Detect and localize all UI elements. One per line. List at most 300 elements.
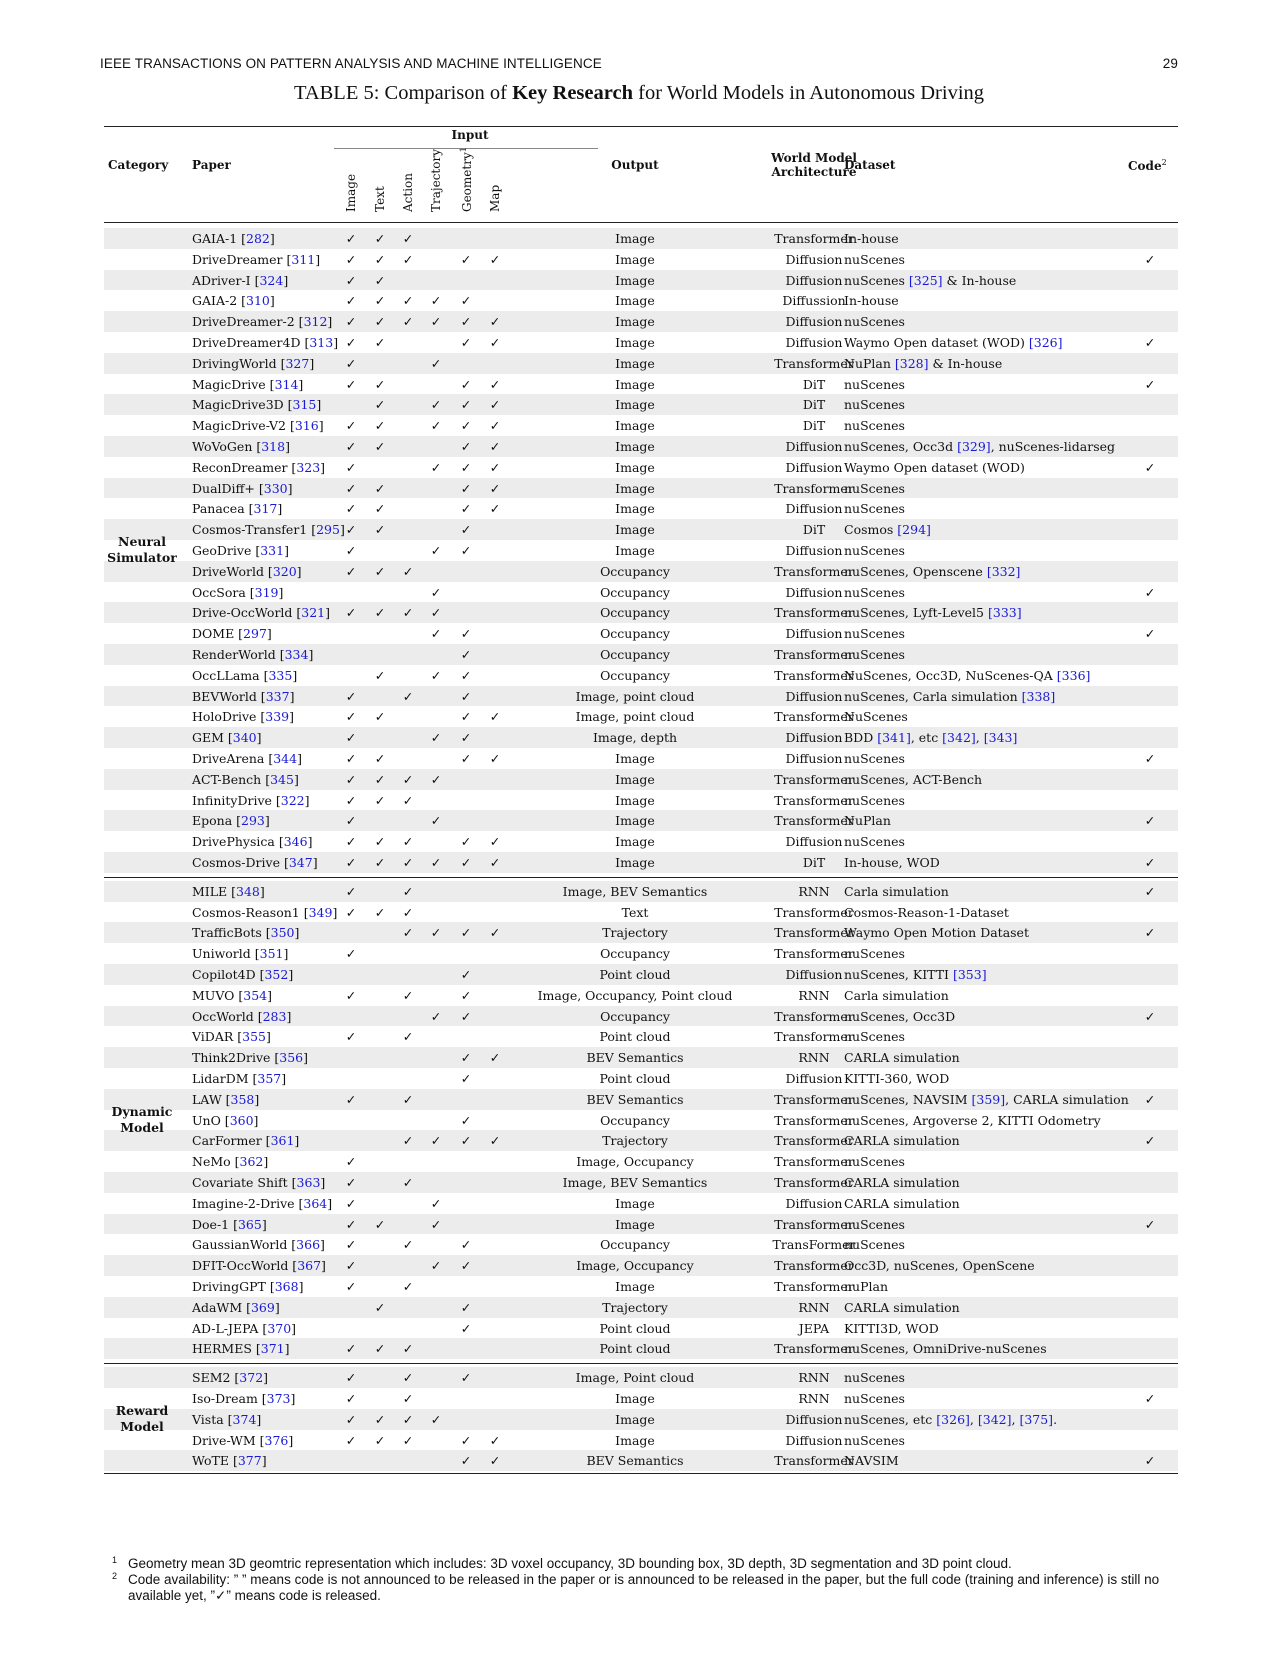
input-check-trajectory: ✓ [430,418,442,434]
input-check-image: ✓ [345,792,357,808]
input-check-geometry: ✓ [460,376,472,392]
input-check-geometry: ✓ [460,1008,472,1024]
citation-link[interactable]: 371 [260,1341,285,1357]
dataset-text: , nuScenes-lidarseg [990,439,1116,454]
input-check-image: ✓ [345,1411,357,1427]
output-cell: Image [615,355,655,371]
input-check-image: ✓ [345,730,357,746]
citation-link[interactable]: 363 [296,1175,321,1190]
category-line: Model [120,1419,164,1435]
citation-link[interactable]: 322 [280,792,305,808]
header-rule [104,222,1178,223]
dataset-cell [844,1009,955,1024]
dataset-text: nuScenes [844,480,905,496]
input-check-action: ✓ [402,771,414,787]
bracket: ] [315,251,321,267]
input-check-text: ✓ [374,1341,386,1357]
citation-link[interactable]: 316 [294,418,319,434]
table-row [104,1276,1178,1297]
citation-link[interactable]: 313 [309,335,334,350]
citation-link[interactable]: 347 [288,855,313,870]
input-check-geometry: ✓ [460,335,472,350]
citation-link[interactable]: 372 [239,1370,264,1386]
dataset-cell [844,1300,960,1315]
input-check-image: ✓ [345,771,357,787]
citation-link[interactable]: 293 [241,813,265,829]
dataset-text: nuScenes [844,1154,905,1170]
dataset-cell [844,1279,888,1294]
paper-name: MagicDrive [ [192,376,275,392]
citation-link[interactable]: 295 [316,522,340,538]
input-check-trajectory: ✓ [430,293,442,309]
bracket: ] [287,480,293,496]
input-check-geometry: ✓ [460,1299,472,1315]
architecture-cell: Diffusion [785,688,843,704]
citation-link[interactable]: 356 [279,1050,304,1066]
paper-name: Cosmos-Transfer1 [ [192,522,317,538]
citation-link[interactable]: [338] [1021,688,1056,704]
table-row [104,1450,1178,1471]
dataset-text: nuScenes [844,314,905,330]
dataset-cell [844,1433,905,1448]
dataset-cell [844,1453,899,1468]
citation-link[interactable]: 360 [229,1112,254,1128]
architecture-cell: Diffusion [785,1411,843,1427]
input-check-action: ✓ [402,688,414,704]
code-check: ✓ [1144,251,1156,267]
bracket: ] [261,1453,267,1469]
citation-link[interactable]: 314 [274,376,299,392]
table-row [104,727,1178,748]
output-header: Output [611,158,659,172]
citation-link[interactable]: 376 [264,1432,289,1448]
output-cell: Image [615,1279,655,1294]
code-check: ✓ [1144,751,1156,766]
paper-name: MILE [ [192,883,237,899]
input-check-image: ✓ [345,709,357,725]
architecture-cell: DiT [802,855,826,870]
dataset-cell [844,1071,949,1086]
citation-link[interactable]: 282 [246,231,270,246]
bracket: ] [269,231,275,246]
bracket: ] [256,730,262,746]
input-check-map: ✓ [489,480,501,496]
citation-link[interactable]: 320 [272,563,297,579]
input-check-image: ✓ [345,314,357,330]
code-check: ✓ [1144,376,1156,392]
bracket: ] [294,925,300,941]
input-check-image: ✓ [345,418,357,434]
paper-cell [192,1050,308,1065]
dataset-text: CARLA simulation [844,1195,960,1211]
citation-link[interactable]: 377 [237,1453,262,1469]
bracket: ] [256,1411,262,1427]
input-check-action: ✓ [402,1391,414,1406]
citation-link[interactable]: 323 [296,459,321,475]
table-row [104,1068,1178,1089]
output-cell: Point cloud [599,967,671,982]
input-check-geometry: ✓ [460,967,472,982]
architecture-cell: Transformer [774,1216,854,1232]
architecture-cell: Diffusion [785,626,843,642]
dataset-cell [844,377,905,392]
citation-link[interactable]: 310 [246,293,270,309]
paper-name: OccSora [ [192,584,255,600]
bracket: ] [286,1008,292,1024]
input-check-image: ✓ [345,543,357,558]
citation-link[interactable]: 373 [266,1391,291,1406]
input-check-geometry: ✓ [460,501,472,517]
paper-name: WoTE [ [192,1453,238,1469]
paper-cell [192,1154,268,1169]
citation-link[interactable]: [332] [986,563,1021,579]
table-row [104,561,1178,582]
citation-link[interactable]: 365 [237,1216,262,1232]
table-row [104,1318,1178,1339]
input-check-map: ✓ [489,376,501,392]
citation-link[interactable]: 349 [308,904,333,920]
input-check-text: ✓ [374,272,386,288]
output-cell: Image [615,480,655,496]
output-cell: Image [615,1432,655,1448]
journal-name: IEEE TRANSACTIONS ON PATTERN ANALYSIS AND MACHINE INTELLIGENCE [100,56,602,71]
input-check-geometry: ✓ [460,1432,472,1448]
category-line: Neural [118,534,166,550]
architecture-cell: RNN [798,1391,830,1406]
bracket: ] [332,904,338,920]
paper-cell [192,1370,268,1385]
citation-link[interactable]: 374 [232,1411,257,1427]
input-check-map: ✓ [489,709,501,725]
dataset-cell [844,834,905,849]
citation-link[interactable]: 317 [253,501,278,517]
citation-link[interactable]: 364 [303,1195,328,1211]
dataset-text: , [975,730,984,746]
input-check-image: ✓ [345,1237,357,1253]
citation-link[interactable]: 315 [292,397,317,413]
input-check-trajectory: ✓ [430,855,442,870]
input-check-geometry: ✓ [460,459,472,475]
input-check-geometry: ✓ [460,667,472,683]
citation-link[interactable]: 283 [262,1008,287,1024]
citation-link[interactable]: [359] [971,1091,1006,1107]
input-check-image: ✓ [345,834,357,850]
dataset-text: nuScenes [844,792,905,808]
architecture-cell: Diffusion [785,1195,843,1211]
architecture-cell: RNN [798,987,830,1003]
citation-link[interactable]: [341] [877,730,911,746]
output-cell: Image [615,751,655,766]
citation-link[interactable]: 311 [291,251,316,267]
paper-cell [192,1258,326,1273]
input-check-text: ✓ [374,376,386,392]
architecture-cell: Transformer [774,1175,854,1190]
citation-link[interactable]: 344 [273,751,298,766]
input-check-geometry: ✓ [460,314,472,330]
paper-cell [192,231,275,246]
dataset-text: Waymo Open dataset (WOD) [844,459,1025,475]
citation-link[interactable]: [342] [942,730,976,746]
input-check-image: ✓ [345,251,357,267]
input-check-image: ✓ [345,1279,357,1294]
citation-link[interactable]: 355 [242,1029,266,1045]
architecture-cell: Transformer [774,771,854,787]
bracket: ] [281,1071,287,1086]
paper-name: OccWorld [ [192,1008,263,1024]
citation-link[interactable]: 366 [296,1237,321,1253]
paper-name: DFIT-OccWorld [ [192,1258,298,1274]
paper-name: InfinityDrive [ [192,792,281,808]
input-check-map: ✓ [489,439,501,454]
citation-link[interactable]: 321 [301,605,326,621]
code-check: ✓ [1144,1391,1156,1406]
paper-name: CarFormer [ [192,1133,271,1149]
paper-cell [192,689,294,704]
paper-cell [192,988,272,1003]
input-check-geometry: ✓ [460,1320,472,1336]
architecture-cell: Transformer [774,1008,854,1024]
citation-link[interactable]: [294] [897,522,931,538]
paper-name: LAW [ [192,1091,231,1107]
input-check-text: ✓ [374,418,386,434]
paper-cell [192,397,321,412]
input-check-image: ✓ [345,459,357,475]
citation-link[interactable]: 370 [267,1320,292,1336]
running-header [100,56,1178,71]
category-line: Dynamic [111,1104,173,1119]
citation-link[interactable]: 339 [265,709,290,725]
citation-link[interactable]: 346 [283,834,308,850]
table-row [104,1409,1178,1430]
paper-name: DrivingGPT [ [192,1279,275,1294]
citation-link[interactable]: 350 [270,925,295,941]
dataset-cell [844,564,1020,579]
input-check-image: ✓ [345,605,357,621]
architecture-cell: Diffusion [785,584,843,600]
citation-link[interactable]: 324 [259,272,284,288]
input-check-action: ✓ [402,925,414,941]
citation-link[interactable]: 354 [243,987,268,1003]
table-row [104,1089,1178,1110]
architecture-cell: Diffusion [785,459,843,475]
input-check-action: ✓ [402,855,414,870]
input-check-geometry: ✓ [460,1050,472,1066]
dataset-cell [844,605,1022,620]
dataset-text: nuScenes [844,376,905,392]
table-row [104,943,1178,964]
input-check-geometry: ✓ [460,293,472,309]
input-check-trajectory: ✓ [430,1258,442,1274]
dataset-text: Occ3D, nuScenes, OpenScene [844,1258,1035,1274]
dataset-text: CARLA simulation [844,1175,960,1190]
input-check-map: ✓ [489,501,501,517]
input-check-image: ✓ [345,355,357,371]
paper-name: AD-L-JEPA [ [192,1320,268,1336]
dataset-text: & In-house [942,272,1017,288]
paper-name: Iso-Dream [ [192,1391,267,1406]
citation-link[interactable]: 357 [257,1071,282,1086]
architecture-cell: DiT [802,397,826,413]
code-check: ✓ [1144,1133,1156,1149]
citation-link[interactable]: 337 [265,688,290,704]
citation-link[interactable]: 345 [270,771,294,787]
dataset-text: NAVSIM [844,1453,899,1469]
input-check-image: ✓ [345,904,357,920]
input-check-trajectory: ✓ [430,1216,442,1232]
paper-cell [192,626,272,641]
input-check-image: ✓ [345,946,357,962]
dataset-cell [844,884,949,899]
citation-link[interactable]: [375] [1019,1411,1054,1427]
paper-name: DriveDreamer [ [192,251,292,267]
dataset-text: BDD [844,730,878,746]
citation-link[interactable]: [325] [908,272,943,288]
citation-link[interactable]: 362 [239,1154,264,1170]
bracket: ] [307,834,313,850]
input-check-text: ✓ [374,522,386,538]
dataset-cell [844,647,905,662]
paper-name: Epona [ [192,813,242,829]
table-row [104,498,1178,519]
input-check-image: ✓ [345,813,357,829]
citation-link[interactable]: 335 [268,667,293,683]
paper-cell [192,1196,332,1211]
citation-link[interactable]: [328] [894,355,929,371]
citation-link[interactable]: 331 [260,543,285,558]
citation-link[interactable]: 352 [264,967,289,982]
output-cell: Image, point cloud [575,709,695,725]
citation-link[interactable]: [333] [987,605,1022,621]
citation-link[interactable]: 318 [261,439,286,454]
dataset-cell [844,751,905,766]
input-check-action: ✓ [402,1411,414,1427]
input-label-text: Text [373,186,387,212]
output-cell: Point cloud [599,1320,671,1336]
dataset-cell [844,1113,1101,1128]
input-check-text: ✓ [374,605,386,621]
dataset-cell [844,293,899,308]
bracket: ] [285,439,290,454]
citation-link[interactable]: 361 [270,1133,295,1149]
input-header: Input [451,128,489,142]
citation-link[interactable]: 340 [232,730,257,746]
citation-link[interactable]: 327 [285,355,310,371]
paper-name: WoVoGen [ [192,439,262,454]
paper-cell [192,481,293,496]
dataset-cell [844,1341,1047,1356]
citation-link[interactable]: 351 [259,946,284,962]
bracket: ] [325,605,331,621]
output-cell: Image [615,1391,655,1406]
category-label [104,1403,180,1435]
input-check-map: ✓ [489,751,501,766]
input-check-action: ✓ [402,1133,414,1149]
bracket: ] [297,751,302,766]
citation-link[interactable]: 312 [303,314,328,330]
input-check-image: ✓ [345,1341,357,1357]
input-label-geometry: Geometry$^1$ [459,147,474,212]
paper-cell [192,1433,293,1448]
dataset-text: nuScenes [844,501,905,517]
code-check: ✓ [1144,1091,1156,1107]
table-row [104,623,1178,644]
input-check-image: ✓ [345,335,357,350]
dataset-cell [844,231,899,246]
output-cell: Occupancy [600,626,670,642]
bracket: ] [309,355,315,371]
input-check-map: ✓ [489,855,501,870]
citation-link[interactable]: 330 [263,480,288,496]
input-check-text: ✓ [374,751,386,766]
citation-link[interactable]: 319 [254,584,279,600]
output-cell: Image, Occupancy [576,1258,694,1274]
dataset-text: Cosmos-Reason-1-Dataset [844,904,1009,920]
input-check-text: ✓ [374,231,386,246]
architecture-cell: Transformer [774,1258,854,1274]
input-check-image: ✓ [345,688,357,704]
citation-link[interactable]: 367 [297,1258,322,1274]
input-check-image: ✓ [345,480,357,496]
citation-link[interactable]: 348 [236,883,260,899]
citation-link[interactable]: 297 [243,626,267,642]
output-cell: Image [615,376,655,392]
table-row [104,394,1178,415]
dataset-text: nuScenes [844,1216,905,1232]
citation-link[interactable]: [342] [977,1411,1012,1427]
table-row [104,353,1178,374]
table-row [104,665,1178,686]
footnote-text: Geometry mean 3D geomtric representation which includes: 3D voxel occupancy, 3D bounding box, 3D depth, 3D segmentation and 3D point cloud. [128,1556,1012,1571]
dataset-text: nuScenes, Lyft-Level5 [844,605,988,621]
citation-link[interactable]: 368 [274,1279,299,1294]
input-check-map: ✓ [489,1453,501,1469]
paper-cell [192,293,275,308]
paper-name: GeoDrive [ [192,543,261,558]
code-check: ✓ [1144,925,1156,941]
table-row [104,290,1178,311]
dataset-text: Waymo Open Motion Dataset [844,925,1029,941]
citation-link[interactable]: 369 [250,1299,275,1315]
citation-link[interactable]: [336] [1056,667,1091,683]
input-check-geometry: ✓ [460,418,472,434]
bracket: ] [320,459,326,475]
input-check-text: ✓ [374,563,386,579]
bracket: ] [289,688,295,704]
citation-link[interactable]: [326] [936,1411,970,1427]
input-check-action: ✓ [402,605,414,621]
architecture-cell: Transformer [774,1154,854,1170]
paper-cell [192,252,320,267]
paper-name: Copilot4D [ [192,967,265,982]
paper-cell [192,605,330,620]
table-row [104,1006,1178,1027]
citation-link[interactable]: 358 [230,1091,255,1107]
dataset-text: NuScenes [844,709,908,725]
output-cell: Image [615,293,655,309]
citation-link[interactable]: [353] [952,967,987,982]
input-check-image: ✓ [345,1370,357,1386]
citation-link[interactable]: 334 [284,647,309,662]
citation-link[interactable]: [326] [1028,335,1063,350]
paper-cell [192,356,314,371]
citation-link[interactable]: [329] [957,439,991,454]
output-cell: Image [615,792,655,808]
bracket: ] [277,501,283,517]
paper-cell [192,564,302,579]
dataset-cell [844,439,1115,454]
output-cell: Image [615,335,655,350]
citation-link[interactable]: [343] [983,730,1018,746]
